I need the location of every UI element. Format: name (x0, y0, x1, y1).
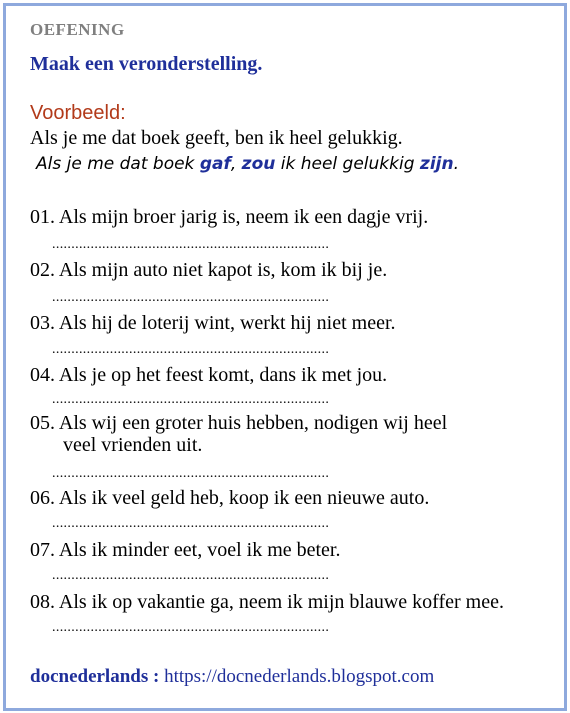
question-3: 03. Als hij de loterij wint, werkt hij niet meer. (30, 312, 396, 334)
instruction: Maak een veronderstelling. (30, 53, 263, 75)
answer-line-1[interactable]: ........................................................................ (52, 237, 330, 252)
footer-url[interactable]: https://docnederlands.blogspot.com (164, 666, 435, 687)
footer (30, 666, 434, 688)
example-answer-verb: zou (241, 154, 276, 174)
example-answer-verb: gaf (199, 154, 231, 174)
example-answer-verb: zijn (419, 154, 454, 174)
footer-brand: docnederlands : (30, 666, 160, 687)
example-sentence: Als je me dat boek geeft, ben ik heel gelukkig. (30, 127, 403, 149)
question-8: 08. Als ik op vakantie ga, neem ik mijn blauwe koffer mee. (30, 591, 504, 613)
worksheet-header: OEFENING (30, 20, 125, 39)
question-1: 01. Als mijn broer jarig is, neem ik een dagje vrij. (30, 206, 429, 228)
answer-line-8[interactable]: ........................................................................ (52, 620, 330, 635)
answer-line-6[interactable]: ........................................................................ (52, 516, 330, 531)
answer-line-4[interactable]: ........................................................................ (52, 392, 330, 407)
example-answer-part: ik heel gelukkig (275, 154, 420, 174)
question-2: 02. Als mijn auto niet kapot is, kom ik bij je. (30, 259, 388, 281)
example-answer-part: , (230, 154, 242, 174)
question-4: 04. Als je op het feest komt, dans ik met jou. (30, 364, 388, 386)
example-label: Voorbeeld: (30, 102, 126, 124)
answer-line-3[interactable]: ........................................................................ (52, 342, 330, 357)
question-5-line-2: veel vrienden uit. (63, 434, 203, 456)
example-answer-part: . (453, 154, 459, 174)
question-6: 06. Als ik veel geld heb, koop ik een nieuwe auto. (30, 487, 430, 509)
question-5-line-1: 05. Als wij een groter huis hebben, nodigen wij heel (30, 412, 448, 434)
answer-line-2[interactable]: ........................................................................ (52, 290, 330, 305)
answer-line-7[interactable]: ........................................................................ (52, 568, 330, 583)
answer-line-5[interactable]: ........................................................................ (52, 466, 330, 481)
question-7: 07. Als ik minder eet, voel ik me beter. (30, 539, 341, 561)
question-5 (30, 412, 447, 456)
example-answer-part: Als je me dat boek (36, 154, 200, 174)
example-answer (36, 154, 459, 174)
